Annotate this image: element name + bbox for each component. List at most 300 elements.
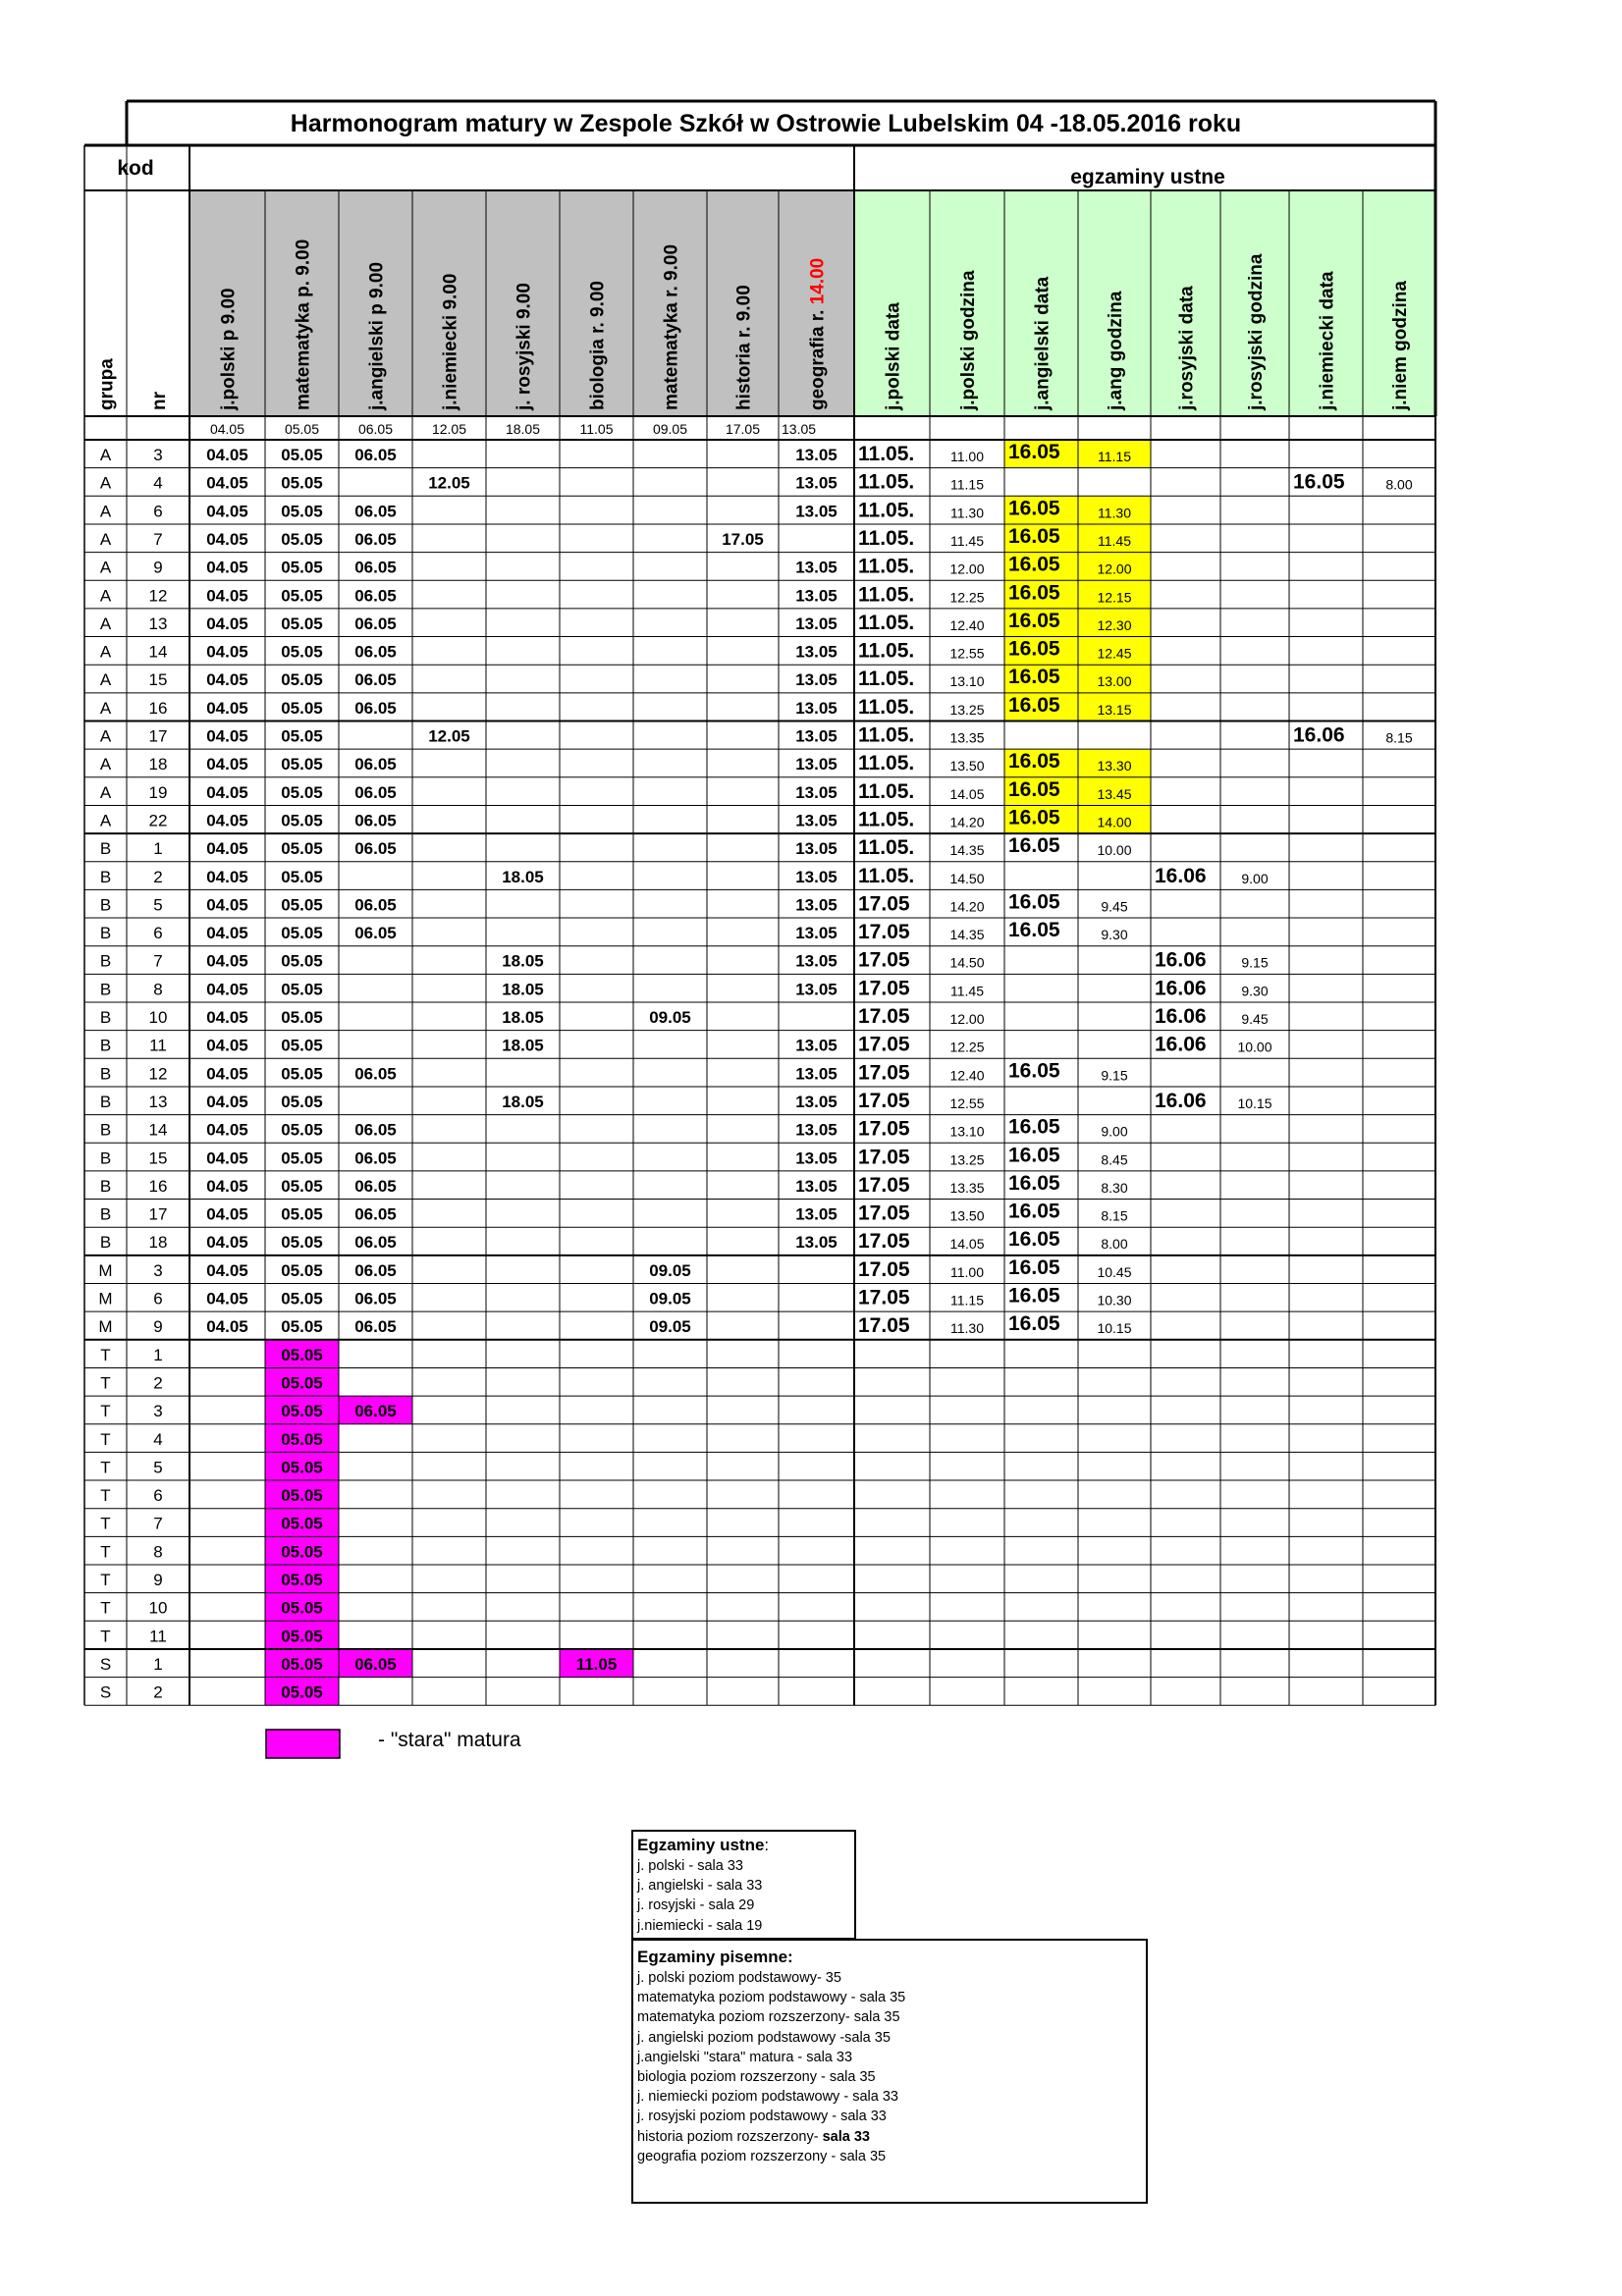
english-oral-time: 11.30 <box>1098 505 1131 521</box>
cell-value: 06.05 <box>354 586 397 606</box>
russian-oral-time: 10.00 <box>1237 1039 1272 1055</box>
english-oral-date: 16.05 <box>1008 497 1060 520</box>
polish-oral-time: 14.20 <box>949 814 985 830</box>
cell-value: B <box>99 1092 112 1111</box>
cell-value: 05.05 <box>281 1120 323 1140</box>
written-exam-line: matematyka poziom podstawowy - sala 35 <box>637 1990 906 2006</box>
cell-value: 04.05 <box>206 502 248 521</box>
cell-value: 04.05 <box>206 1036 248 1055</box>
cell-value: 04.05 <box>206 811 248 830</box>
cell-value: 09.05 <box>649 1289 691 1308</box>
cell-value: A <box>99 586 112 606</box>
cell-value: A <box>99 755 112 774</box>
column-header: matematyka r. 9.00 <box>661 243 682 410</box>
english-oral-time: 9.30 <box>1101 927 1128 943</box>
cell-value: 16 <box>148 698 168 718</box>
cell-value: 5 <box>153 895 163 915</box>
cell-value: 13.05 <box>795 642 838 662</box>
russian-oral-date: 16.06 <box>1155 948 1207 972</box>
english-oral-date: 16.05 <box>1008 553 1060 576</box>
cell-value: 05.05 <box>281 726 323 746</box>
english-oral-time: 12.00 <box>1097 561 1132 577</box>
cell-value: 04.05 <box>206 529 248 549</box>
cell-value: B <box>99 1176 112 1196</box>
cell-value: 7 <box>153 529 163 549</box>
cell-value: A <box>99 614 112 633</box>
historia-line-text: historia poziom rozszerzony- <box>637 2128 823 2145</box>
english-oral-time: 9.15 <box>1101 1067 1128 1084</box>
cell-value: 06.05 <box>354 1317 397 1337</box>
polish-oral-date: 11.05. <box>858 836 915 860</box>
cell-value: 05.05 <box>281 1148 323 1168</box>
polish-oral-time: 14.05 <box>949 785 985 802</box>
cell-value: 1 <box>153 1654 163 1674</box>
cell-value: 06.05 <box>354 1120 397 1140</box>
cell-value: 04.05 <box>206 1204 248 1224</box>
polish-oral-date: 17.05 <box>858 1173 910 1197</box>
polish-oral-date: 17.05 <box>858 1033 910 1056</box>
polish-oral-date: 17.05 <box>858 1061 910 1085</box>
polish-oral-time: 14.50 <box>949 870 985 886</box>
cell-value: 16 <box>148 1176 168 1196</box>
polish-oral-date: 17.05 <box>858 948 910 972</box>
polish-oral-time: 12.40 <box>949 616 985 633</box>
cell-value: A <box>99 446 112 464</box>
cell-value: 04.05 <box>206 446 248 464</box>
column-header: j.niem godzina <box>1390 281 1411 410</box>
cell-value: 06.05 <box>354 782 397 802</box>
polish-oral-date: 17.05 <box>858 1286 910 1309</box>
cell-value: 06.05 <box>354 1289 397 1308</box>
english-oral-time: 12.30 <box>1097 616 1132 633</box>
polish-oral-date: 11.05. <box>858 808 915 831</box>
cell-value: 18 <box>148 755 168 774</box>
polish-oral-date: 11.05. <box>858 583 915 607</box>
cell-value: 04.05 <box>206 1120 248 1140</box>
cell-value: 05.05 <box>281 642 323 662</box>
cell-value: A <box>99 811 112 830</box>
written-exam-line: geografia poziom rozszerzony - sala 35 <box>637 2148 887 2164</box>
polish-oral-date: 11.05. <box>858 526 915 550</box>
column-header: j.polski data <box>883 302 904 410</box>
cell-value: 05.05 <box>281 924 323 943</box>
cell-value: 04.05 <box>206 782 248 802</box>
cell-value: B <box>99 1036 112 1055</box>
cell-value: 04.05 <box>206 670 248 690</box>
column-header: grupa <box>96 358 118 410</box>
polish-oral-date: 11.05. <box>858 470 915 494</box>
cell-value: 13.05 <box>795 895 838 915</box>
cell-value: 05.05 <box>281 1429 323 1449</box>
cell-value: 05.05 <box>281 1458 323 1477</box>
cell-value: 04.05 <box>206 1233 248 1253</box>
cell-value: 13.05 <box>795 1176 838 1196</box>
cell-value: A <box>99 670 112 690</box>
english-oral-time: 13.00 <box>1097 673 1132 690</box>
cell-value: 05.05 <box>281 1260 323 1280</box>
cell-value: 05.05 <box>281 1598 323 1618</box>
cell-value: 06.05 <box>354 1402 397 1421</box>
oral-exam-line: j. polski - sala 33 <box>637 1858 743 1874</box>
polish-oral-time: 13.10 <box>949 1123 985 1140</box>
cell-value: 13.05 <box>795 698 838 718</box>
cell-value: 06.05 <box>354 1176 397 1196</box>
polish-oral-date: 11.05. <box>858 695 915 719</box>
column-header: j.polski godzina <box>958 270 979 410</box>
english-oral-time: 10.45 <box>1097 1263 1132 1280</box>
column-header: j.polski p 9.00 <box>218 288 240 410</box>
polish-oral-date: 17.05 <box>858 921 910 944</box>
column-header: j.angielski data <box>1032 276 1054 410</box>
cell-value: 18.05 <box>502 1008 544 1027</box>
english-oral-date: 16.05 <box>1008 919 1060 942</box>
cell-value: 12.05 <box>428 473 470 493</box>
cell-value: 05.05 <box>281 1204 323 1224</box>
cell-value: 05.05 <box>281 980 323 999</box>
polish-oral-time: 12.00 <box>949 561 985 577</box>
german-oral-date: 16.05 <box>1293 470 1345 494</box>
cell-value: T <box>100 1345 111 1364</box>
polish-oral-time: 12.25 <box>949 1039 985 1055</box>
polish-oral-date: 11.05. <box>858 667 915 691</box>
cell-value: 04.05 <box>206 1289 248 1308</box>
cell-value: T <box>100 1571 111 1589</box>
cell-value: 05.05 <box>281 1092 323 1111</box>
oral-exam-line: j. rosyjski - sala 29 <box>637 1897 755 1914</box>
cell-value: 13.05 <box>795 811 838 830</box>
cell-value: 06.05 <box>354 502 397 521</box>
cell-value: T <box>100 1429 111 1449</box>
german-oral-time: 8.00 <box>1385 476 1413 493</box>
cell-value: 04.05 <box>206 1008 248 1027</box>
english-oral-date: 16.05 <box>1008 834 1060 858</box>
cell-value: 05.05 <box>281 1486 323 1506</box>
cell-value: 05.05 <box>281 839 323 859</box>
cell-value: 04.05 <box>206 726 248 746</box>
cell-value: 09.05 <box>649 1008 691 1027</box>
exam-date-header: 18.05 <box>505 421 541 437</box>
polish-oral-time: 12.55 <box>949 645 985 662</box>
cell-value: 4 <box>153 1429 163 1449</box>
polish-oral-time: 14.35 <box>949 842 985 859</box>
cell-value: 06.05 <box>354 614 397 633</box>
exam-date-header: 17.05 <box>725 421 761 437</box>
column-header: j.rosyjski godzina <box>1246 253 1267 410</box>
polish-oral-time: 12.25 <box>949 589 985 606</box>
cell-value: 05.05 <box>281 1317 323 1337</box>
cell-value: 1 <box>153 1345 163 1364</box>
english-oral-date: 16.05 <box>1008 1171 1060 1195</box>
cell-value: B <box>99 980 112 999</box>
cell-value: A <box>99 558 112 577</box>
english-oral-date: 16.05 <box>1008 1312 1060 1336</box>
column-header: nr <box>149 392 170 410</box>
english-oral-time: 10.00 <box>1097 842 1132 859</box>
polish-oral-date: 11.05. <box>858 639 915 663</box>
exam-date-header: 12.05 <box>431 421 467 437</box>
english-oral-date: 16.05 <box>1008 777 1060 801</box>
cell-value: B <box>99 1204 112 1224</box>
russian-oral-time: 9.30 <box>1241 983 1269 999</box>
cell-value: 9 <box>153 1571 163 1589</box>
cell-value: 13.05 <box>795 1092 838 1111</box>
cell-value: 05.05 <box>281 698 323 718</box>
polish-oral-time: 13.25 <box>949 701 985 718</box>
oral-exam-line: j.niemiecki - sala 19 <box>637 1917 763 1934</box>
english-oral-date: 16.05 <box>1008 441 1060 463</box>
english-oral-time: 8.00 <box>1101 1236 1128 1253</box>
cell-value: T <box>100 1627 111 1646</box>
cell-value: 05.05 <box>281 895 323 915</box>
english-oral-date: 16.05 <box>1008 1255 1060 1279</box>
legend-text: - "stara" matura <box>378 1729 521 1751</box>
cell-value: 05.05 <box>281 1627 323 1646</box>
cell-value: A <box>99 782 112 802</box>
cell-value: T <box>100 1542 111 1562</box>
english-oral-date: 16.05 <box>1008 524 1060 548</box>
russian-oral-date: 16.06 <box>1155 864 1207 887</box>
cell-value: 04.05 <box>206 895 248 915</box>
polish-oral-date: 11.05. <box>858 723 915 747</box>
cell-value: 06.05 <box>354 1064 397 1084</box>
cell-value: 04.05 <box>206 755 248 774</box>
cell-value: 3 <box>153 1260 163 1280</box>
cell-value: 05.05 <box>281 558 323 577</box>
polish-oral-date: 17.05 <box>858 892 910 916</box>
polish-oral-date: 17.05 <box>858 1257 910 1281</box>
polish-oral-time: 13.10 <box>949 673 985 690</box>
cell-value: B <box>99 924 112 943</box>
cell-value: 6 <box>153 1289 163 1308</box>
exam-date-header: 09.05 <box>652 421 688 437</box>
cell-value: 05.05 <box>281 951 323 971</box>
oral-exams-colon: : <box>764 1836 770 1854</box>
cell-value: 3 <box>153 446 163 464</box>
english-oral-date: 16.05 <box>1008 1144 1060 1167</box>
column-header: matematyka p. 9.00 <box>293 239 314 410</box>
column-header: j.angielski p 9.00 <box>366 261 388 410</box>
cell-value: 06.05 <box>354 1148 397 1168</box>
cell-value: 13 <box>148 1092 168 1111</box>
cell-value: 06.05 <box>354 1654 397 1674</box>
polish-oral-time: 11.30 <box>950 1320 984 1337</box>
english-oral-date: 16.05 <box>1008 637 1060 661</box>
cell-value: 06.05 <box>354 755 397 774</box>
cell-value: 2 <box>153 867 163 886</box>
english-oral-time: 8.45 <box>1101 1151 1128 1168</box>
cell-value: 05.05 <box>281 1176 323 1196</box>
cell-value: 11 <box>149 1627 167 1646</box>
cell-value: 13.05 <box>795 1036 838 1055</box>
cell-value: 04.05 <box>206 980 248 999</box>
cell-value: 18.05 <box>502 980 544 999</box>
column-header: j.niemiecki data <box>1317 271 1338 410</box>
cell-value: 3 <box>153 1402 163 1421</box>
cell-value: 13.05 <box>795 1148 838 1168</box>
cell-value: 05.05 <box>281 1289 323 1308</box>
polish-oral-date: 17.05 <box>858 1314 910 1338</box>
polish-oral-time: 12.00 <box>949 1011 985 1027</box>
cell-value: 05.05 <box>281 755 323 774</box>
cell-value: 06.05 <box>354 1233 397 1253</box>
polish-oral-date: 11.05. <box>858 864 915 887</box>
cell-value: S <box>99 1654 112 1674</box>
cell-value: 05.05 <box>281 529 323 549</box>
cell-value: 05.05 <box>281 670 323 690</box>
cell-value: A <box>99 698 112 718</box>
russian-oral-time: 9.15 <box>1241 954 1269 971</box>
polish-oral-date: 17.05 <box>858 1146 910 1169</box>
polish-oral-time: 11.00 <box>950 449 984 464</box>
cell-value: 06.05 <box>354 642 397 662</box>
english-oral-time: 10.15 <box>1097 1320 1132 1337</box>
written-exam-line <box>637 2127 1142 2147</box>
cell-value: 10 <box>148 1598 168 1618</box>
cell-fills <box>189 190 1435 1705</box>
cell-value: 06.05 <box>354 558 397 577</box>
cell-value: T <box>100 1373 111 1393</box>
russian-oral-date: 16.06 <box>1155 1033 1207 1056</box>
cell-value: 04.05 <box>206 1064 248 1084</box>
cell-value: 04.05 <box>206 1148 248 1168</box>
oral-exams-title: Egzaminy ustne <box>637 1836 765 1854</box>
english-oral-time: 9.00 <box>1101 1123 1128 1140</box>
cell-value: 04.05 <box>206 839 248 859</box>
english-oral-time: 12.15 <box>1097 589 1132 606</box>
cell-value: 22 <box>148 811 168 830</box>
cell-value: B <box>99 951 112 971</box>
cell-value: 13.05 <box>795 1204 838 1224</box>
cell-value: 13.05 <box>795 924 838 943</box>
schedule-title: Harmonogram matury w Zespole Szkół w Ostrowie Lubelskim 04 -18.05.2016 roku <box>290 110 1242 137</box>
cell-value: 06.05 <box>354 698 397 718</box>
cell-value: B <box>99 867 112 886</box>
cell-value: T <box>100 1514 111 1533</box>
polish-oral-date: 11.05. <box>858 752 915 775</box>
polish-oral-time: 11.15 <box>950 476 984 493</box>
english-oral-time: 13.15 <box>1097 701 1132 718</box>
cell-value: 14 <box>148 642 168 662</box>
polish-oral-date: 17.05 <box>858 1230 910 1254</box>
cell-value: 18.05 <box>502 1036 544 1055</box>
cell-value: 04.05 <box>206 558 248 577</box>
cell-value: 18.05 <box>502 951 544 971</box>
cell-value: 05.05 <box>281 1571 323 1589</box>
cell-value: S <box>99 1682 112 1702</box>
cell-value: 13.05 <box>795 1120 838 1140</box>
column-header: geografia r. 14.00 <box>807 257 829 410</box>
cell-value: 05.05 <box>281 867 323 886</box>
cell-value: 05.05 <box>281 1064 323 1084</box>
cell-value: 13.05 <box>795 755 838 774</box>
polish-oral-time: 14.20 <box>949 898 985 915</box>
cell-value: 15 <box>148 670 168 690</box>
cell-value: 13.05 <box>795 558 838 577</box>
english-oral-date: 16.05 <box>1008 581 1060 605</box>
polish-oral-date: 17.05 <box>858 977 910 1000</box>
cell-value: M <box>98 1260 113 1280</box>
cell-value: 7 <box>153 1514 163 1533</box>
english-oral-date: 16.05 <box>1008 750 1060 774</box>
cell-value: 13.05 <box>795 446 838 464</box>
cell-value: 05.05 <box>281 473 323 493</box>
polish-oral-time: 13.50 <box>949 758 985 774</box>
cell-value: 06.05 <box>354 895 397 915</box>
cell-value: 13.05 <box>795 726 838 746</box>
column-header: historia r. 9.00 <box>733 285 755 410</box>
russian-oral-time: 9.45 <box>1241 1011 1269 1027</box>
cell-value: 05.05 <box>281 1008 323 1027</box>
polish-oral-date: 17.05 <box>858 1117 910 1141</box>
cell-value: 12 <box>148 586 168 606</box>
english-oral-date: 16.05 <box>1008 1115 1060 1139</box>
russian-oral-date: 16.06 <box>1155 1089 1207 1112</box>
polish-oral-time: 12.55 <box>949 1095 985 1111</box>
english-oral-date: 16.05 <box>1008 890 1060 914</box>
english-oral-time: 9.45 <box>1101 898 1128 915</box>
cell-value: 7 <box>153 951 163 971</box>
cell-value: T <box>100 1402 111 1421</box>
english-oral-date: 16.05 <box>1008 1228 1060 1252</box>
cell-value: 19 <box>148 782 168 802</box>
cell-value: 6 <box>153 1486 163 1506</box>
cell-value: 18.05 <box>502 1092 544 1111</box>
english-oral-time: 13.45 <box>1097 785 1132 802</box>
cell-value: 05.05 <box>281 1233 323 1253</box>
cell-value: 5 <box>153 1458 163 1477</box>
cell-value: 4 <box>153 473 163 493</box>
column-header: j.rosyjski data <box>1176 286 1198 410</box>
cell-value: 17 <box>148 726 168 746</box>
cell-value: 2 <box>153 1682 163 1702</box>
german-oral-date: 16.06 <box>1293 723 1345 747</box>
cell-value: 13.05 <box>795 586 838 606</box>
cell-value: 06.05 <box>354 1260 397 1280</box>
cell-value: 6 <box>153 924 163 943</box>
cell-value: 1 <box>153 839 163 859</box>
cell-value: 06.05 <box>354 529 397 549</box>
russian-oral-time: 9.00 <box>1241 870 1269 886</box>
column-header: j.niemiecki 9.00 <box>440 273 461 410</box>
cell-value: M <box>98 1317 113 1337</box>
cell-value: 13.05 <box>795 614 838 633</box>
polish-oral-time: 11.30 <box>950 505 984 521</box>
cell-value: 06.05 <box>354 924 397 943</box>
polish-oral-time: 13.25 <box>949 1151 985 1168</box>
cell-value: 05.05 <box>281 1373 323 1393</box>
cell-value: 04.05 <box>206 1317 248 1337</box>
cell-value: 04.05 <box>206 951 248 971</box>
polish-oral-date: 11.05. <box>858 499 915 522</box>
exam-date-header: 05.05 <box>284 421 320 437</box>
russian-oral-time: 10.15 <box>1237 1095 1272 1111</box>
polish-oral-date: 17.05 <box>858 1089 910 1112</box>
exam-date-header: 06.05 <box>357 421 394 437</box>
cell-value: 05.05 <box>281 1036 323 1055</box>
russian-oral-date: 16.06 <box>1155 1005 1207 1028</box>
polish-oral-time: 13.50 <box>949 1207 985 1224</box>
cell-value: T <box>100 1598 111 1618</box>
cell-value: 06.05 <box>354 446 397 464</box>
cell-value: 6 <box>153 502 163 521</box>
cell-value: 06.05 <box>354 1204 397 1224</box>
polish-oral-date: 17.05 <box>858 1005 910 1028</box>
written-exam-line: j. niemiecki poziom podstawowy - sala 33 <box>637 2089 898 2106</box>
cell-value: 05.05 <box>281 811 323 830</box>
cell-value: 15 <box>148 1148 168 1168</box>
cell-value: A <box>99 726 112 746</box>
polish-oral-time: 13.35 <box>949 1179 985 1196</box>
